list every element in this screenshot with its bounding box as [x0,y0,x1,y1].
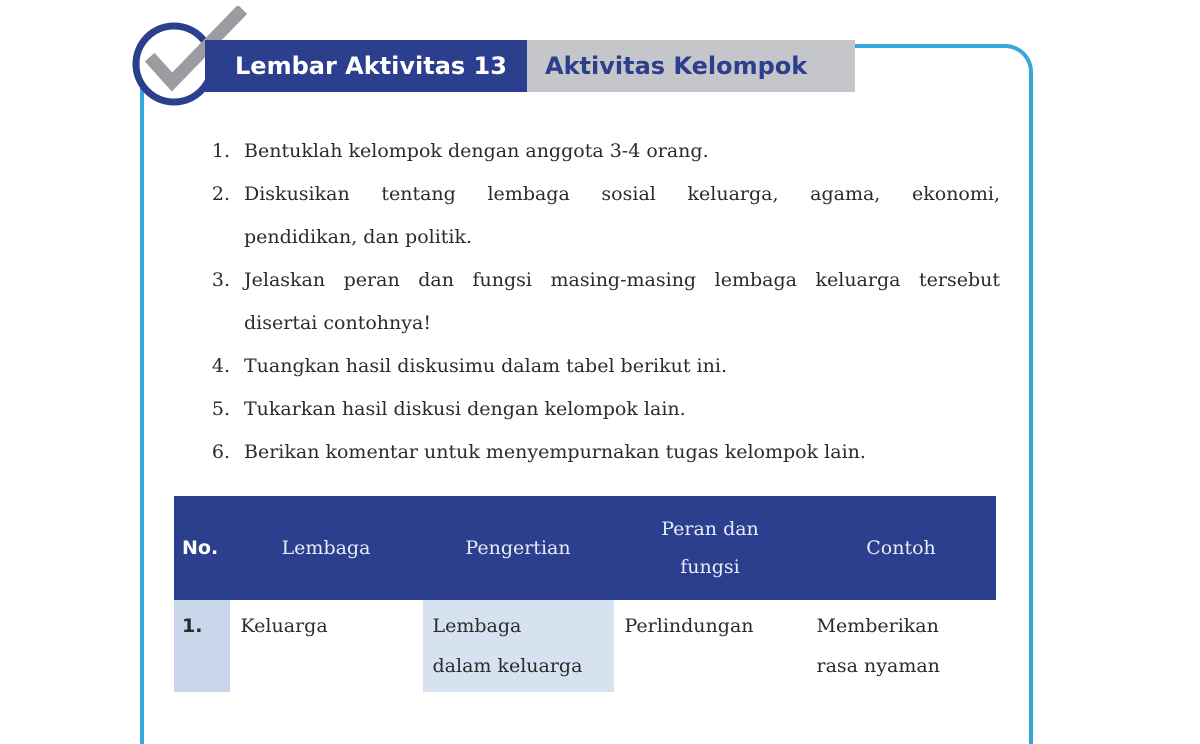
step-text: Berikan komentar untuk menyempurnakan tugas kelompok lain. [244,441,866,463]
step-text: Diskusikan tentang lembaga sosial keluarga, agama, ekonomi, [244,183,1000,205]
cell-lembaga: Keluarga [230,600,422,692]
column-header-peran-line1: Peran dan [661,518,759,540]
cell-pengertian-line2: dalam keluarga [432,655,583,677]
list-item [200,130,1000,173]
cell-contoh-line2: rasa nyaman [816,655,940,677]
list-item [200,388,1000,431]
column-header-no: No. [174,496,230,600]
step-text-continued: disertai contohnya! [244,312,431,334]
step-text-continued: pendidikan, dan politik. [244,226,473,248]
table-row [174,600,996,692]
step-number: 2. [211,183,230,205]
step-number: 6. [211,441,230,463]
table-header-row [174,496,996,600]
instruction-list [200,130,1000,474]
list-item [200,173,1000,259]
column-header-peran [614,496,806,600]
column-header-peran-line2: fungsi [680,556,740,578]
step-number: 5. [211,398,230,420]
cell-peran: Perlindungan [614,600,806,692]
step-number: 1. [211,140,230,162]
step-text: Tuangkan hasil diskusimu dalam tabel berikut ini. [244,355,727,377]
cell-contoh [806,600,996,692]
list-item [200,259,1000,345]
cell-no: 1. [174,600,230,692]
cell-pengertian [422,600,614,692]
activity-title: Lembar Aktivitas 13 [205,40,527,92]
list-item [200,431,1000,474]
column-header-pengertian: Pengertian [422,496,614,600]
step-number: 4. [211,355,230,377]
list-item [200,345,1000,388]
results-table [174,496,997,692]
step-text: Tukarkan hasil diskusi dengan kelompok lain. [244,398,686,420]
column-header-lembaga: Lembaga [230,496,422,600]
column-header-contoh: Contoh [806,496,996,600]
step-text: Bentuklah kelompok dengan anggota 3-4 orang. [244,140,709,162]
step-number: 3. [211,269,230,291]
activity-subtitle: Aktivitas Kelompok [527,40,855,92]
cell-contoh-line1: Memberikan [816,615,939,637]
step-text: Jelaskan peran dan fungsi masing-masing lembaga keluarga tersebut [244,269,1000,291]
cell-pengertian-line1: Lembaga [432,615,522,637]
